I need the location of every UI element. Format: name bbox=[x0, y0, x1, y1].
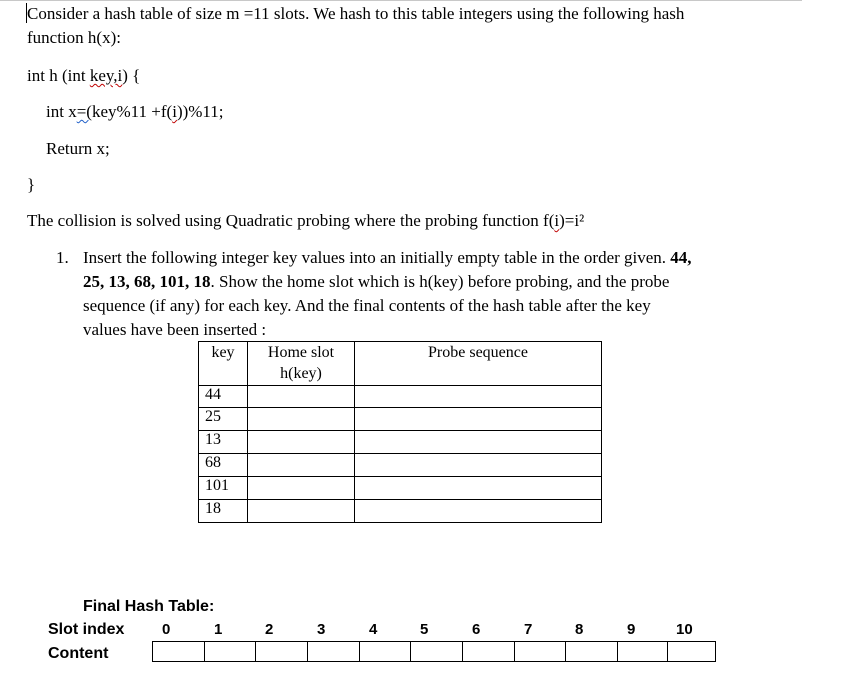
home-slot-cell[interactable] bbox=[248, 386, 355, 408]
collision-prefix: The collision is solved using Quadratic probing where the probing function f( bbox=[27, 211, 555, 230]
slot-index-1: 1 bbox=[214, 621, 223, 638]
code-close-brace: } bbox=[27, 175, 36, 194]
content-cell-4[interactable] bbox=[359, 641, 411, 662]
code-body-end: ))%11; bbox=[176, 102, 224, 121]
code-body-prefix: int x bbox=[46, 102, 77, 121]
question-line-2 bbox=[83, 270, 669, 294]
slot-index-6: 6 bbox=[472, 621, 481, 638]
slot-index-4: 4 bbox=[369, 621, 378, 638]
slot-index-10: 10 bbox=[676, 621, 693, 638]
table-row bbox=[199, 431, 602, 454]
code-return: Return x; bbox=[46, 139, 110, 158]
header-probe-sequence: Probe sequence bbox=[355, 342, 602, 386]
collision-line bbox=[27, 211, 584, 231]
content-cell-8[interactable] bbox=[565, 641, 618, 662]
key-cell[interactable]: 13 bbox=[199, 431, 248, 454]
header-home-slot-line-1: Home slot bbox=[267, 344, 335, 361]
code-sig-suffix: ) { bbox=[122, 66, 141, 85]
slot-index-9: 9 bbox=[627, 621, 636, 638]
table-row bbox=[199, 386, 602, 408]
table-row bbox=[199, 500, 602, 523]
probe-sequence-cell[interactable] bbox=[355, 408, 602, 431]
header-key: key bbox=[199, 342, 248, 386]
content-cell-3[interactable] bbox=[307, 641, 360, 662]
slot-index-2: 2 bbox=[265, 621, 274, 638]
home-slot-cell[interactable] bbox=[248, 500, 355, 523]
question-line-1-bold: 44, bbox=[670, 248, 692, 267]
content-cell-7[interactable] bbox=[514, 641, 566, 662]
final-table-title: Final Hash Table: bbox=[83, 598, 215, 615]
slot-index-label: Slot index bbox=[48, 621, 125, 638]
question-line-1 bbox=[83, 246, 692, 270]
table-row bbox=[199, 454, 602, 477]
home-slot-cell[interactable] bbox=[248, 477, 355, 500]
table-row bbox=[199, 408, 602, 431]
home-slot-cell[interactable] bbox=[248, 431, 355, 454]
collision-i: i bbox=[554, 211, 560, 230]
content-label: Content bbox=[48, 645, 109, 662]
home-slot-cell[interactable] bbox=[248, 408, 355, 431]
header-home-slot bbox=[248, 342, 355, 386]
slot-index-0: 0 bbox=[162, 621, 171, 638]
slot-index-5: 5 bbox=[420, 621, 429, 638]
probe-sequence-cell[interactable] bbox=[355, 477, 602, 500]
probe-table bbox=[198, 341, 602, 523]
code-sig-params: key,i bbox=[89, 66, 123, 85]
question-keys-bold: 25, 13, 68, 101, 18 bbox=[83, 272, 211, 291]
key-cell[interactable]: 25 bbox=[199, 408, 248, 431]
home-slot-cell[interactable] bbox=[248, 454, 355, 477]
question-line-3: sequence (if any) for each key. And the final contents of the hash table after the key bbox=[83, 296, 651, 315]
page-top-border bbox=[0, 0, 802, 1]
key-cell[interactable]: 44 bbox=[199, 386, 248, 408]
code-body-blue: =( bbox=[76, 102, 92, 121]
key-cell[interactable]: 101 bbox=[199, 477, 248, 500]
content-cell-5[interactable] bbox=[410, 641, 463, 662]
code-body-line bbox=[46, 102, 224, 122]
code-body-mid: key%11 +f( bbox=[91, 102, 173, 121]
table-row bbox=[199, 477, 602, 500]
slot-index-3: 3 bbox=[317, 621, 326, 638]
code-signature bbox=[27, 66, 140, 86]
probe-sequence-cell[interactable] bbox=[355, 500, 602, 523]
probe-sequence-cell[interactable] bbox=[355, 431, 602, 454]
question-line-2-text: . Show the home slot which is h(key) before probing, and the probe bbox=[210, 272, 670, 291]
content-cell-6[interactable] bbox=[462, 641, 515, 662]
key-cell[interactable]: 68 bbox=[199, 454, 248, 477]
slot-index-8: 8 bbox=[575, 621, 584, 638]
intro-line-1: Consider a hash table of size m =11 slots. We hash to this table integers using the following hash bbox=[27, 4, 685, 23]
question-line-1-text: Insert the following integer key values into an initially empty table in the order given. bbox=[83, 248, 671, 267]
intro-line-2: function h(x): bbox=[27, 28, 121, 47]
content-cell-0[interactable] bbox=[152, 641, 205, 662]
content-cell-2[interactable] bbox=[255, 641, 308, 662]
probe-sequence-cell[interactable] bbox=[355, 454, 602, 477]
header-home-slot-line-2: h(key) bbox=[280, 365, 322, 382]
code-body-i: i bbox=[172, 102, 177, 121]
content-cell-9[interactable] bbox=[617, 641, 668, 662]
probe-table-header-row bbox=[199, 342, 602, 386]
content-cell-10[interactable] bbox=[667, 641, 716, 662]
slot-index-7: 7 bbox=[524, 621, 533, 638]
key-cell[interactable]: 18 bbox=[199, 500, 248, 523]
code-sig-prefix: int h (int bbox=[27, 66, 90, 85]
content-cell-1[interactable] bbox=[204, 641, 256, 662]
collision-suffix: )=i² bbox=[559, 211, 585, 230]
probe-sequence-cell[interactable] bbox=[355, 386, 602, 408]
question-line-4: values have been inserted : bbox=[83, 320, 267, 339]
question-number: 1. bbox=[56, 248, 69, 267]
